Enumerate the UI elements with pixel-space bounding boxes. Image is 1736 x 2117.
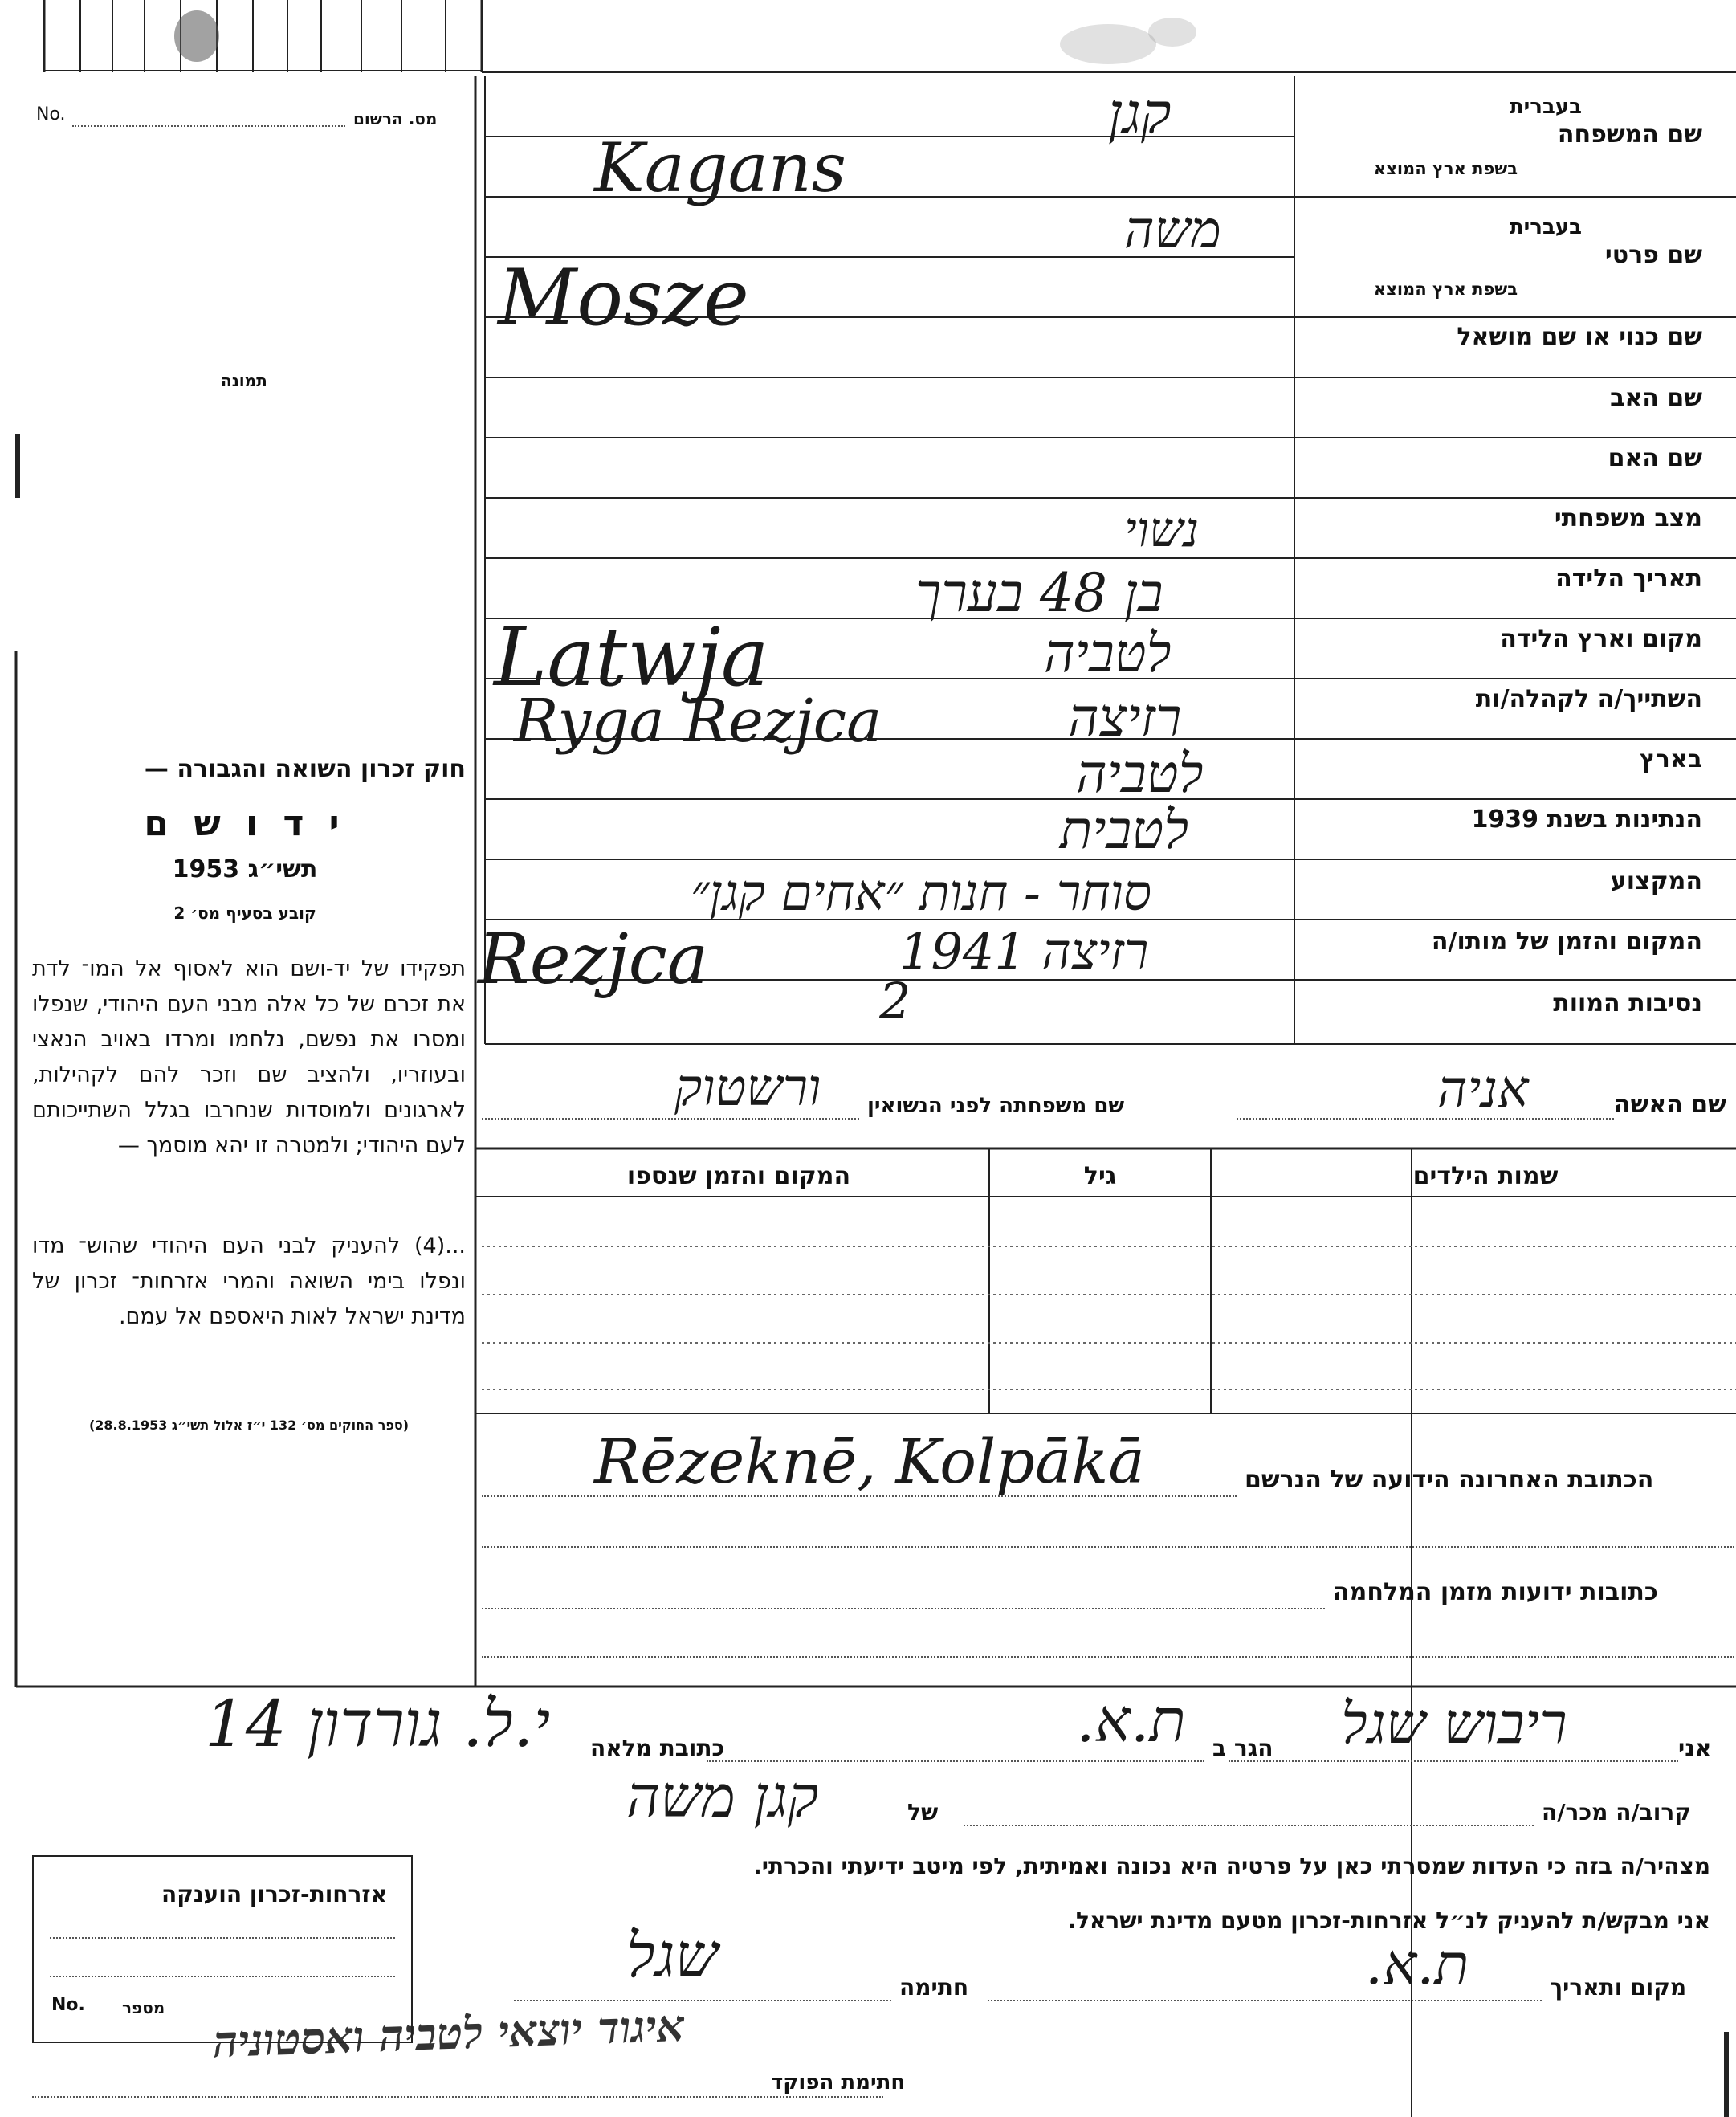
value-community: רזיצה bbox=[1068, 687, 1182, 748]
value-birth-place-latin: Latwja bbox=[494, 610, 769, 704]
field-label-family-name: שם המשפחה bbox=[1557, 120, 1702, 149]
declarant-address-value: י.ל. גורדון 14 bbox=[205, 1687, 551, 1761]
declarant-address-label: כתובת מלאה bbox=[590, 1735, 725, 1761]
value-death-place-time: רזיצה 1941 bbox=[899, 922, 1149, 981]
declarant-ani-label: אני bbox=[1678, 1735, 1712, 1761]
wife-maiden-value: ורשטוק bbox=[674, 1058, 821, 1118]
field-label-family-name-he-sub: בעברית bbox=[1509, 95, 1582, 119]
wartime-addresses-label: כתובות ידועות מזמן המלחמה bbox=[1333, 1578, 1658, 1606]
law-section: קובע בסעיף מס׳ 2 bbox=[173, 903, 316, 923]
law-para-2: ...(4) להעניק לבני העם היהודי שהוש־ מדו ונפלו בימי השואה והמרי אזרחות־ זכרון של מדינת ישראל לאות היאספם אל עמם. bbox=[32, 1234, 466, 1329]
citizenship-box bbox=[32, 1855, 413, 2043]
reg-no-label-he: מס. הרשום bbox=[353, 109, 438, 128]
field-label-country: בארץ bbox=[1639, 745, 1702, 773]
value-citizenship-1939: לטבית bbox=[1060, 799, 1189, 861]
reg-no-label: No. bbox=[36, 104, 66, 124]
children-col-names: שמות הילדים bbox=[1412, 1162, 1559, 1190]
citizenship-box-no-he: מספר bbox=[122, 1998, 165, 2017]
signature-value: שגל bbox=[626, 1919, 719, 1991]
value-death-circumstances: 2 bbox=[879, 972, 911, 1030]
last-address-label: הכתובת האחרונה הידועה של הנרשם bbox=[1245, 1466, 1654, 1494]
signature-label: חתימה bbox=[899, 1974, 969, 2001]
wife-label: שם האשה bbox=[1614, 1091, 1726, 1119]
place-date-value: ת.א. bbox=[1365, 1931, 1469, 1997]
photo-label: תמונה bbox=[221, 371, 267, 390]
field-label-first-name-he-sub: בעברית bbox=[1509, 215, 1582, 239]
field-label-first-name: שם פרטי bbox=[1604, 241, 1702, 269]
value-country: לטביה bbox=[1076, 743, 1204, 805]
value-birth-date: בן 48 בערך bbox=[915, 562, 1163, 624]
law-year: תשי״ג 1953 bbox=[172, 855, 318, 883]
declaration-line-1: מצהיר/ה בזה כי העדות שמסרתי כאן על פרטיה היא נכונה ואמיתית, לפי מיטב ידיעתי והכרתי. bbox=[753, 1853, 1710, 1879]
value-community-latin: Ryga Rezjca bbox=[514, 687, 882, 756]
declarant-name: ריבוש שגל bbox=[1341, 1691, 1567, 1756]
place-date-label: מקום ותאריך bbox=[1550, 1974, 1687, 2001]
value-death-place-latin: Rezjca bbox=[478, 920, 709, 1000]
value-first-name-origin: Mosze bbox=[498, 253, 749, 343]
field-label-marital-status: מצב משפחתי bbox=[1554, 504, 1702, 532]
declarant-resides-value: ת.א. bbox=[1076, 1687, 1186, 1756]
field-label-nickname: שם כנוי או שם מושאל bbox=[1457, 323, 1702, 351]
children-col-place-time: המקום והזמן שנספו bbox=[626, 1162, 851, 1190]
law-yad-vashem: י ד ו ש ם bbox=[144, 803, 346, 844]
field-label-father: שם האב bbox=[1610, 384, 1702, 412]
value-first-name-he: משה bbox=[1124, 201, 1221, 260]
value-marital-status: נשוי bbox=[1124, 502, 1200, 558]
value-profession: סוחר - חנות ״אחים קגן״ bbox=[691, 863, 1151, 922]
field-label-birth-place: מקום וארץ הלידה bbox=[1500, 625, 1702, 653]
relative-of-label: של bbox=[907, 1799, 939, 1825]
relative-of-value: קגן משה bbox=[626, 1763, 819, 1830]
field-label-citizenship-1939: הנתינות בשנת 1939 bbox=[1471, 806, 1702, 834]
law-citation: (ספר החוקים מס׳ 132 י״ז אלול תשי״ג 28.8.1953) bbox=[88, 1417, 410, 1433]
citizenship-box-title: אזרחות-זכרון הוענקה bbox=[161, 1881, 387, 1907]
field-label-community: השתייך/ה לקהלה/ות bbox=[1475, 685, 1702, 713]
last-address-value: Rēzeknē, Kolpākā bbox=[594, 1426, 1145, 1497]
field-label-first-name-origin-sub: בשפת ארץ המוצא bbox=[1373, 279, 1518, 299]
wife-value: אניה bbox=[1437, 1060, 1529, 1120]
wife-maiden-label: שם משפחתה לפני הנשואין bbox=[867, 1094, 1125, 1118]
citizenship-box-no: No. bbox=[51, 1995, 85, 2015]
value-family-name-origin: Kagans bbox=[594, 128, 846, 207]
declarant-resides-label: הגר ב bbox=[1212, 1735, 1273, 1761]
field-label-mother: שם האם bbox=[1608, 444, 1702, 472]
field-label-birth-date: תאריך הלידה bbox=[1555, 565, 1702, 593]
law-para-1: תפקידו של יד-ושם הוא לאסוף אל המו־ לדת את זכרם של כל אלה מבני העם היהודי, שנפלו ומסרו את נפשם, נלחמו ומרדו באויב הנאצי ובעוזריו, ולהציב שם וזכר להם לקהילות, לארגונים ולמוסדות שנחרבו בגלל השתייכותם לעם היהודי; ולמטרה זו יהא מוסמך — bbox=[32, 957, 466, 1158]
declaration-line-2: אני מבקש/ת להעניק לנ״ל אזרחות-זכרון מטעם מדינת ישראל. bbox=[1067, 1907, 1710, 1934]
value-family-name-he: קגן bbox=[1108, 80, 1172, 146]
field-label-death-circumstances: נסיבות המוות bbox=[1553, 989, 1702, 1018]
law-title: חוק זכרון השואה והגבורה — bbox=[144, 755, 466, 783]
children-col-age: גיל bbox=[1083, 1162, 1117, 1190]
field-label-profession: המקצוע bbox=[1610, 867, 1702, 895]
field-label-death-place-time: המקום והזמן של מותו/ה bbox=[1431, 928, 1702, 956]
field-label-family-name-origin-sub: בשפת ארץ המוצא bbox=[1373, 159, 1518, 178]
official-signature-label: חתימת הפוקד bbox=[771, 2070, 906, 2095]
relative-label: קרוב/ה מכר/ה bbox=[1542, 1799, 1691, 1825]
official-stamp: איגוד יוצאי לטביה ואסטוניה bbox=[212, 1999, 686, 2068]
value-birth-place: לטביה bbox=[1044, 622, 1172, 684]
